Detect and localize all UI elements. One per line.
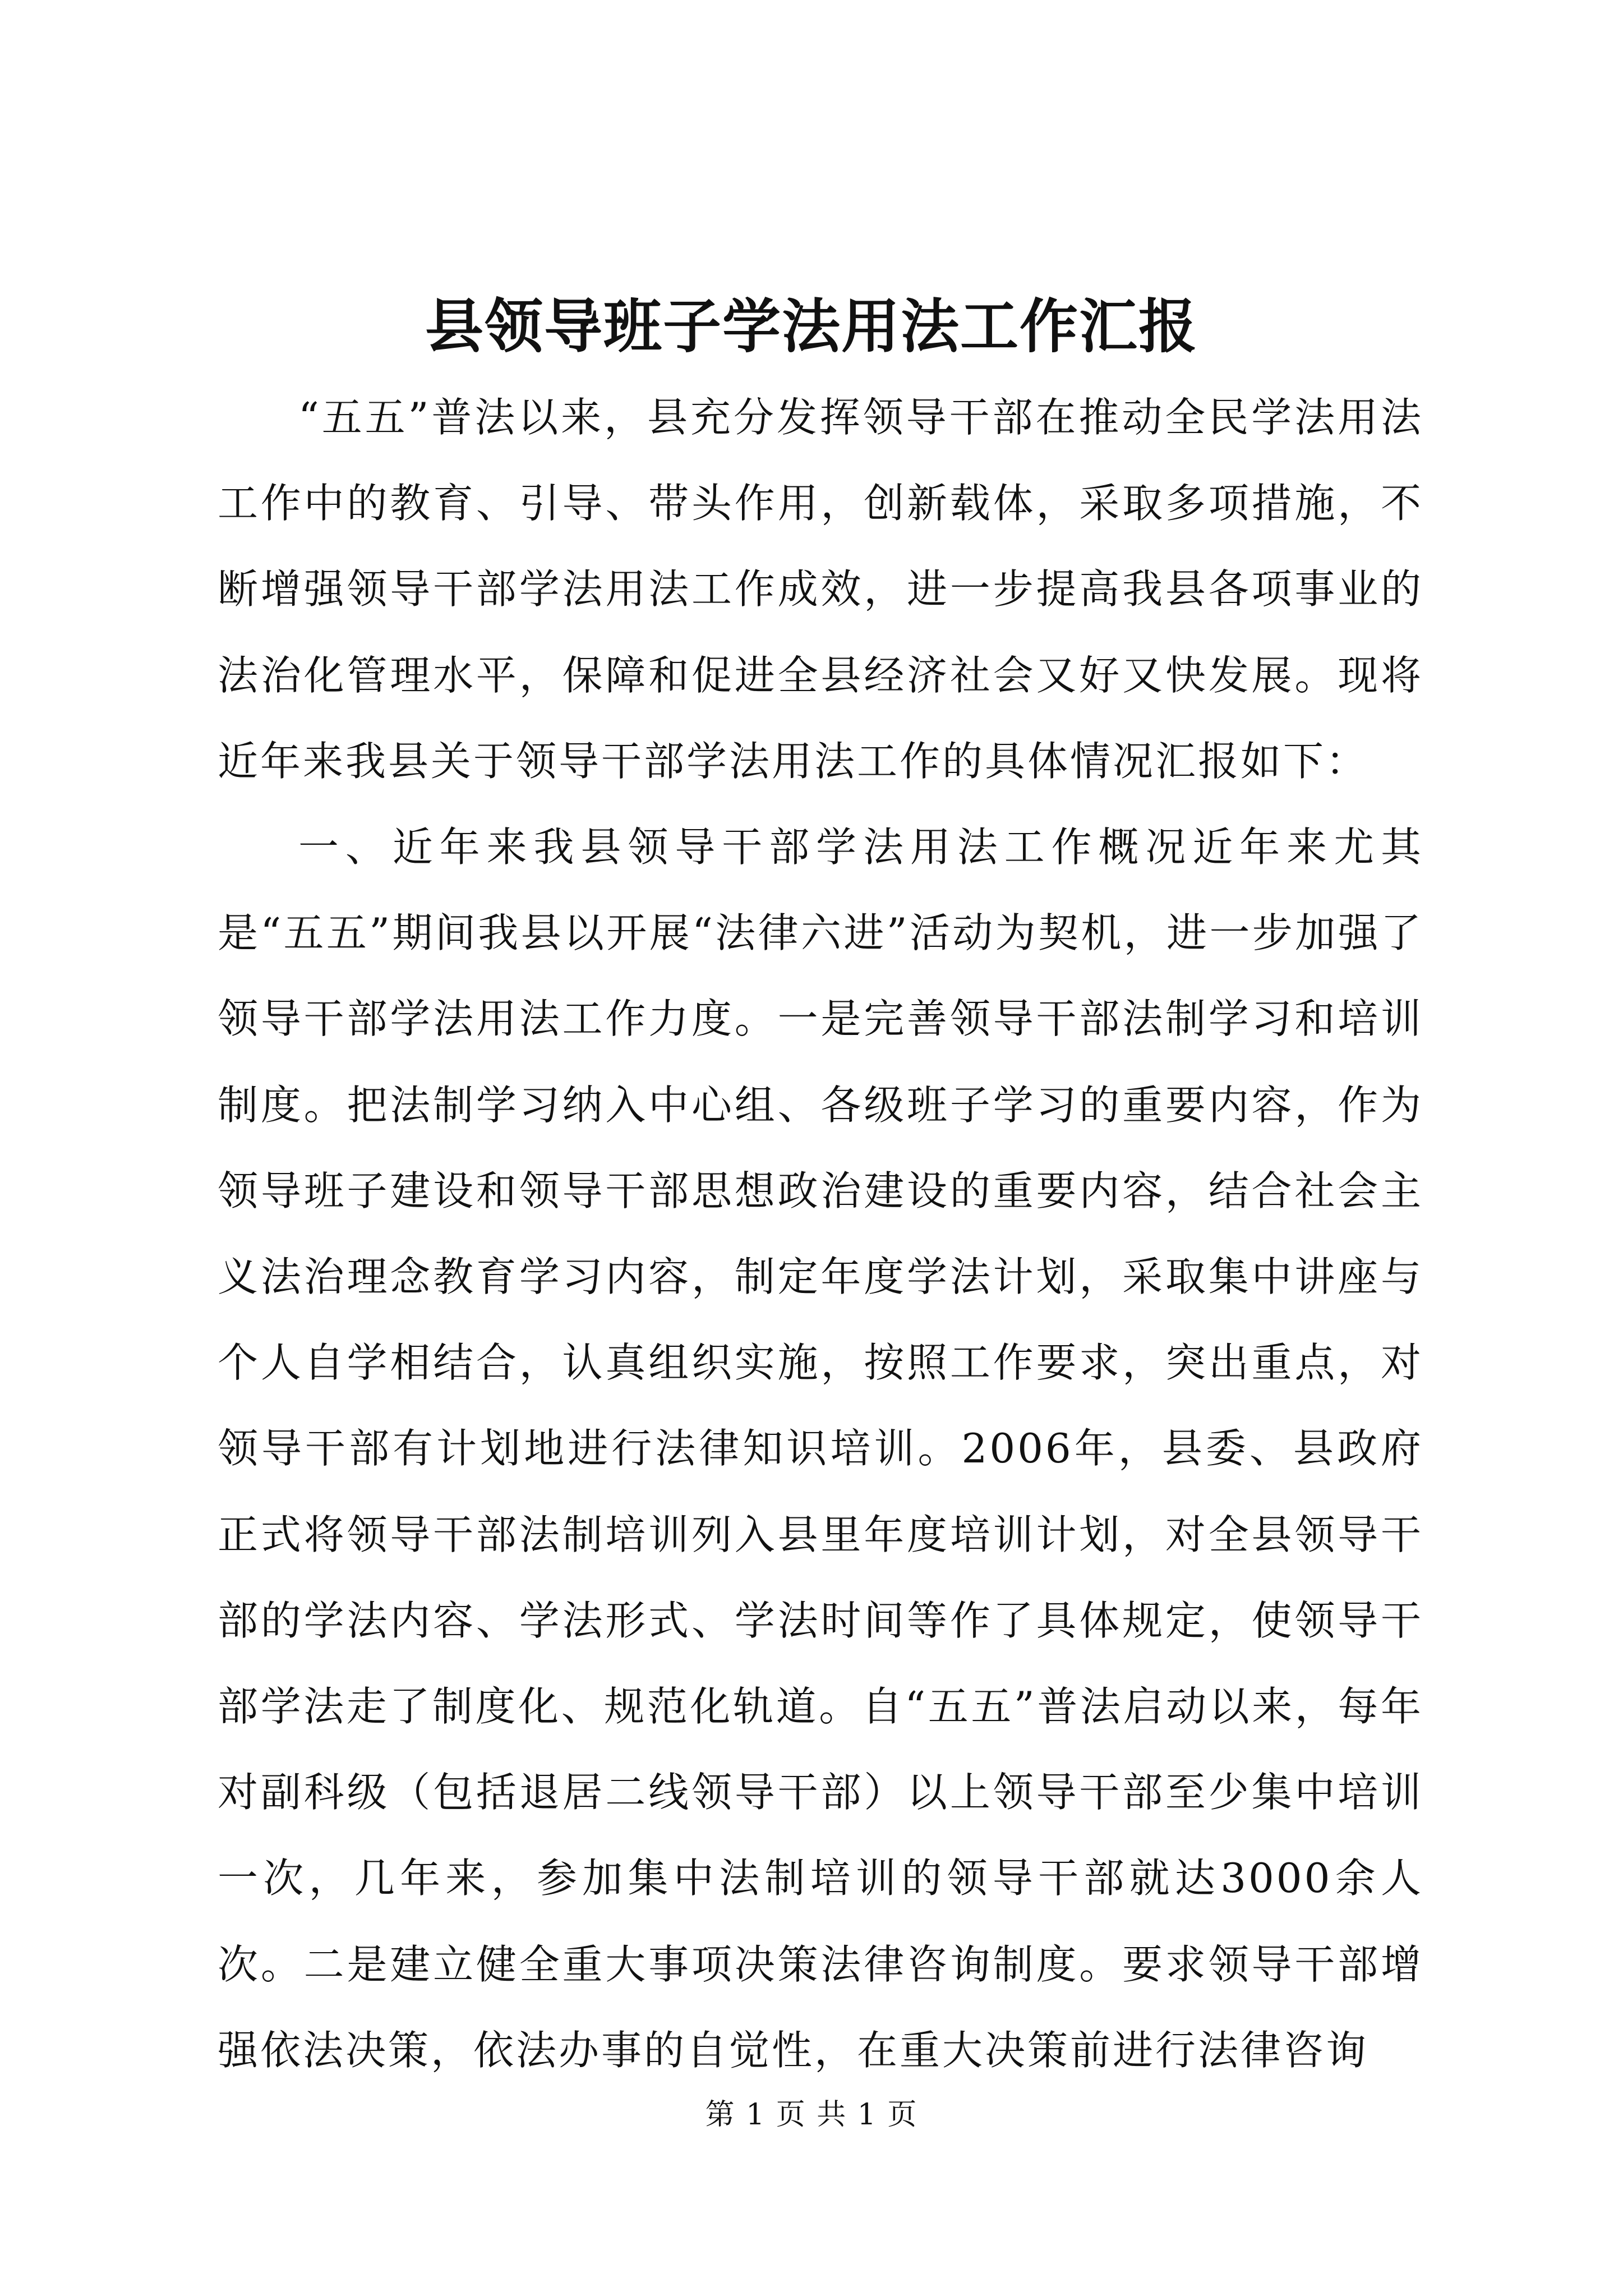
body-paragraph-section-one: 一、近年来我县领导干部学法用法工作概况近年来尤其是“五五”期间我县以开展“法律六进”活动为契机，进一步加强了领导干部学法用法工作力度。一是完善领导干部法制学习和培训制度。把法制学习纳入中心组、各级班子学习的重要内容，作为领导班子建设和领导干部思想政治建设的重要内容，结合社会主义法治理念教育学习内容，制定年度学法计划，采取集中讲座与个人自学相结合，认真组织实施，按照工作要求，突出重点，对领导干部有计划地进行法律知识培训。2006年，县委、县政府正式将领导干部法制培训列入县里年度培训计划，对全县领导干部的学法内容、学法形式、学法时间等作了具体规定，使领导干部学法走了制度化、规范化轨道。自“五五”普法启动以来，每年对副科级（包括退居二线领导干部）以上领导干部至少集中培训一次，几年来，参加集中法制培训的领导干部就达3000余人次。二是建立健全重大事项决策法律咨询制度。要求领导干部增强依法决策，依法办事的自觉性，在重大决策前进行法律咨询 [218, 823, 1423, 2074]
document-body [218, 375, 1423, 2093]
page-number-footer: 第 1 页 共 1 页 [705, 2098, 918, 2132]
body-paragraph-intro: “五五”普法以来，县充分发挥领导干部在推动全民学法用法工作中的教育、引导、带头作用，创新载体，采取多项措施，不断增强领导干部学法用法工作成效，进一步提高我县各项事业的法治化管理水平，保障和促进全县经济社会又好又快发展。现将近年来我县关于领导干部学法用法工作的具体情况汇报如下： [218, 394, 1423, 785]
document-title: 县领导班子学法用法工作汇报 [425, 292, 1198, 361]
